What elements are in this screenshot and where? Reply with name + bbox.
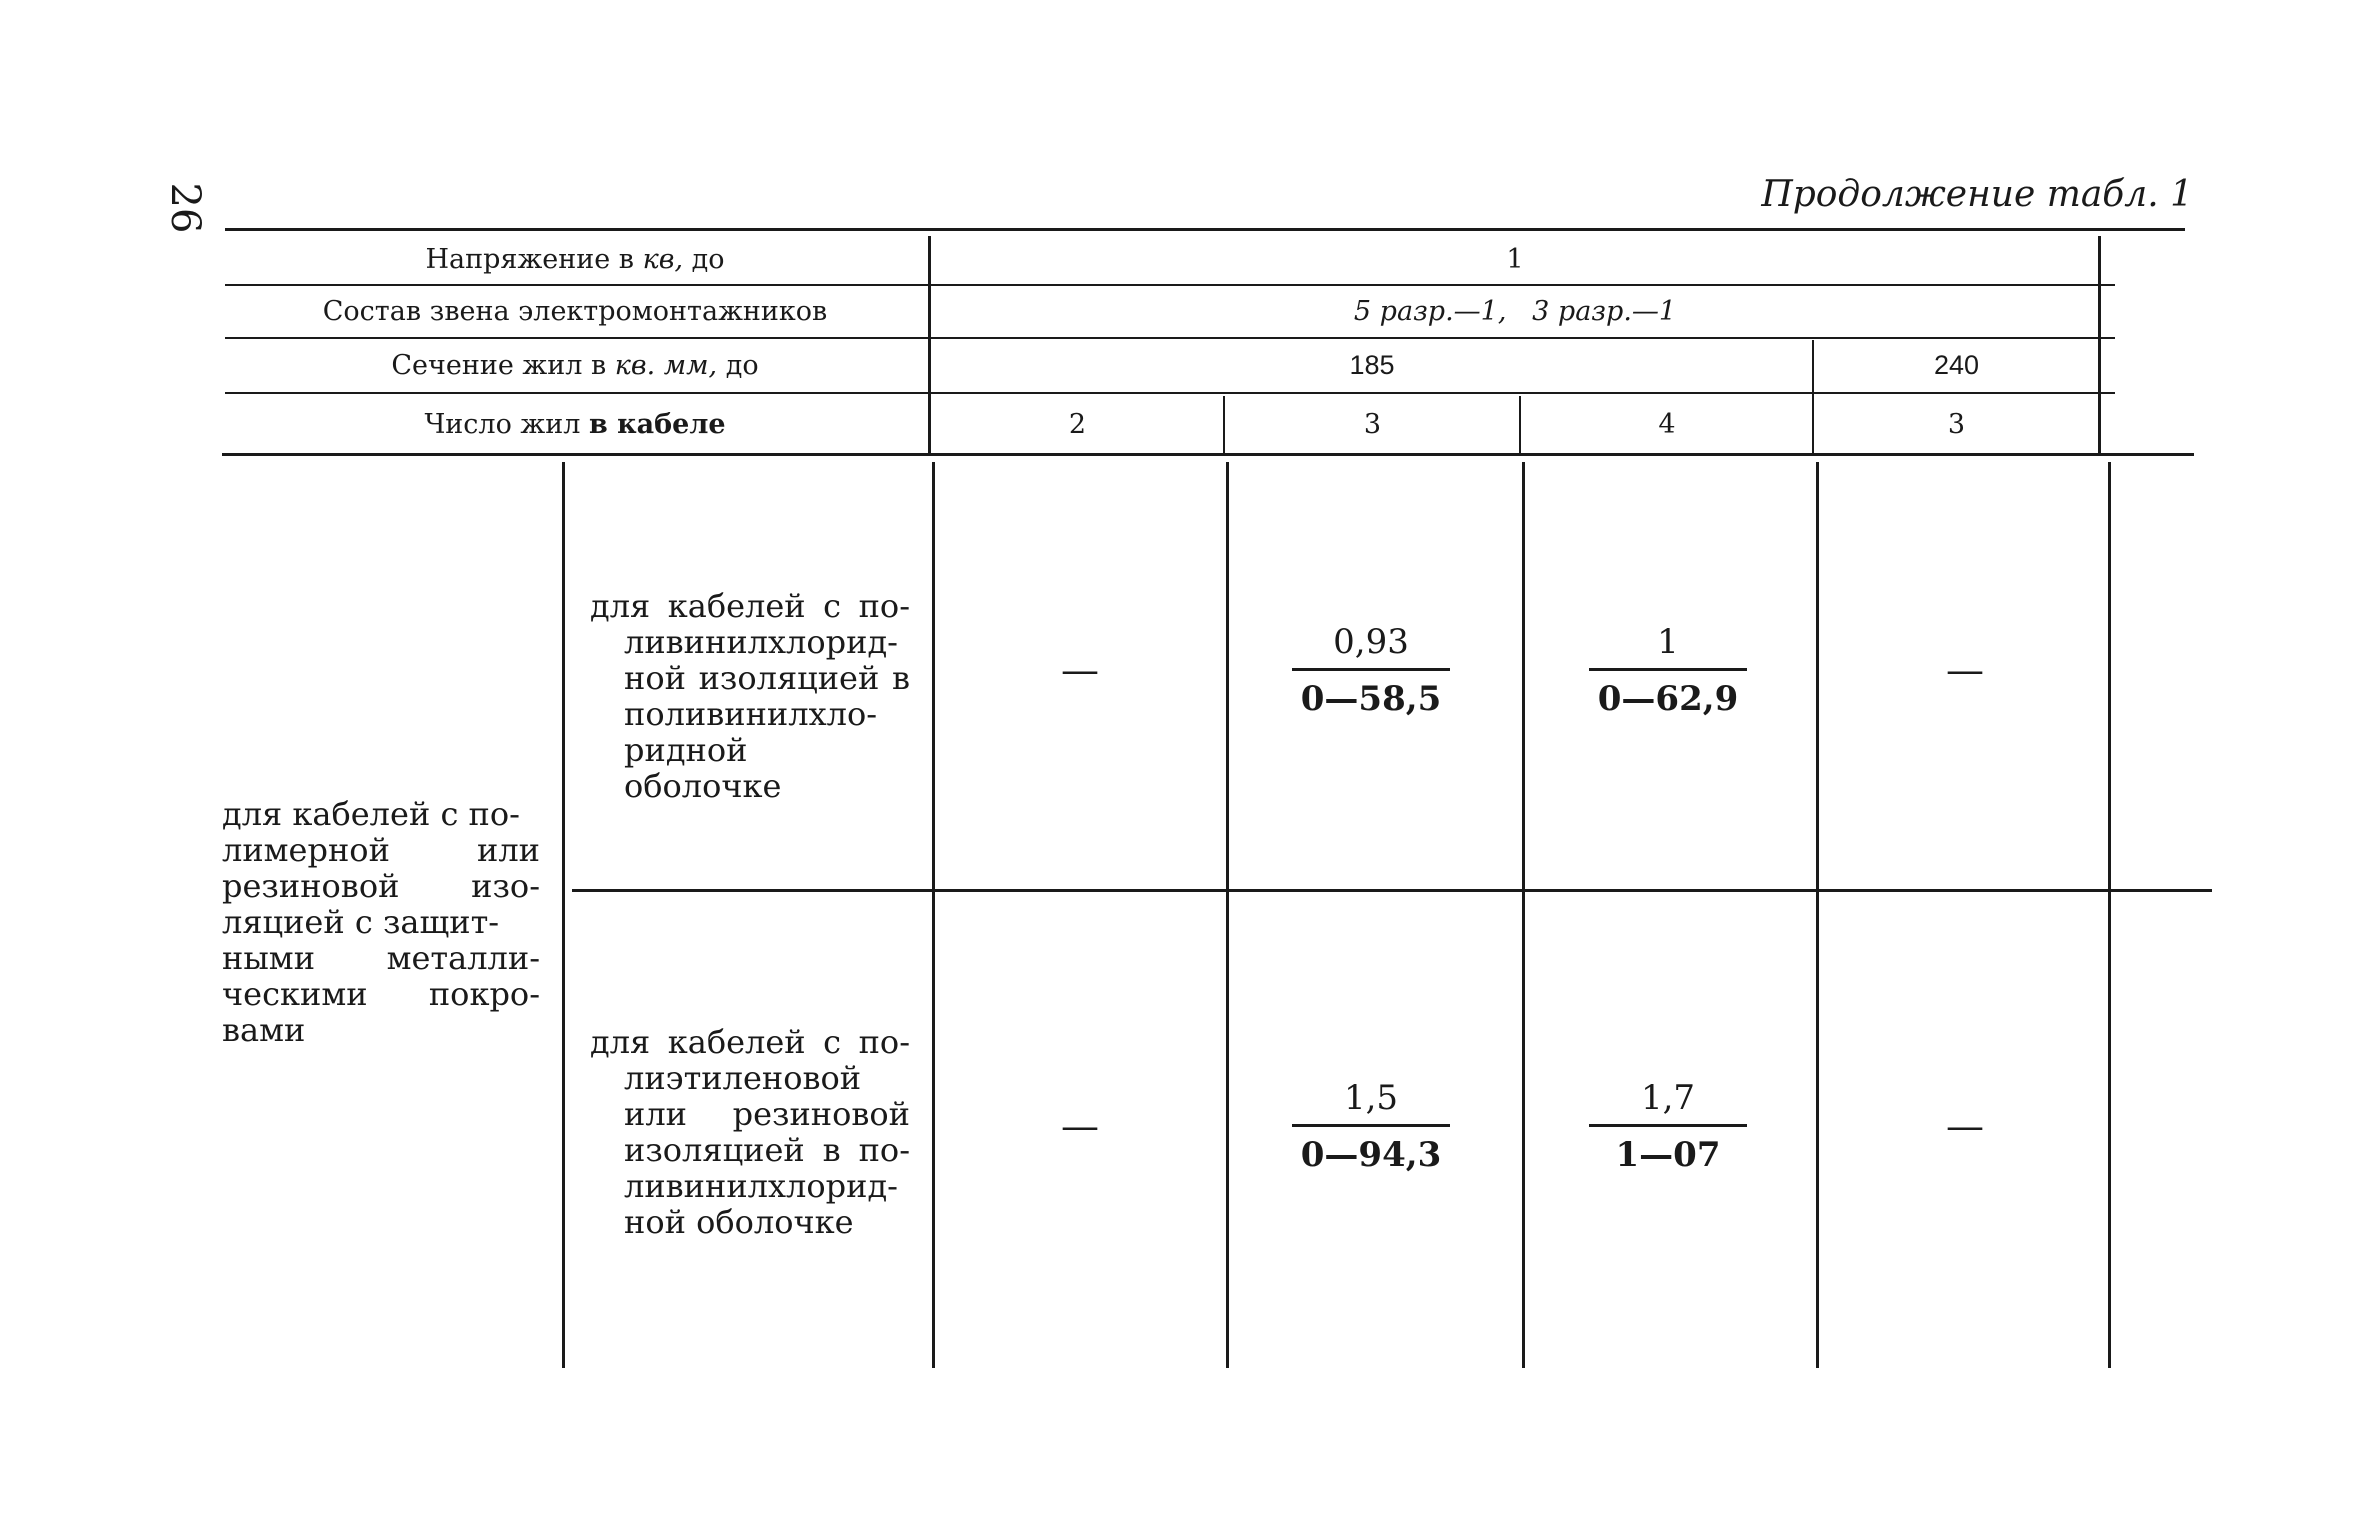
header-divider-cores-1	[1223, 396, 1225, 454]
row-2-cell-3	[1588, 1078, 1748, 1175]
cores-label: Число жил в кабеле	[424, 408, 726, 440]
body-divider-col-3	[1816, 462, 1819, 1368]
section-label: Сечение жил в кв. мм, до	[391, 349, 759, 381]
row-1-cell-2-numerator: 0,93	[1333, 622, 1409, 662]
cores-value-3: 4	[1658, 408, 1676, 440]
body-right-border	[2108, 462, 2111, 1368]
row-2-cell-2-denominator: 0—94,3	[1300, 1135, 1442, 1175]
page-number: 26	[162, 182, 208, 234]
body-divider-group	[562, 462, 565, 1368]
row-1-cell-2	[1291, 622, 1451, 719]
table-top-rule	[225, 228, 2185, 231]
header-rule-3	[225, 392, 2115, 394]
section-value-240: 240	[1933, 349, 1980, 380]
header-bottom-rule	[222, 453, 2194, 456]
row-1-cell-3-numerator: 1	[1657, 622, 1679, 662]
header-rule-2	[225, 337, 2115, 339]
row-1-cell-2-denominator: 0—58,5	[1300, 679, 1442, 719]
header-right-border	[2098, 236, 2101, 454]
row-1-cell-4: —	[1946, 648, 1984, 692]
crew-label: Состав звена электромонтажников	[322, 295, 828, 327]
section-value-185: 185	[1349, 349, 1395, 380]
row-2-cell-4: —	[1946, 1104, 1984, 1148]
voltage-label: Напряжение в кв, до	[425, 243, 725, 275]
header-divider-240	[1812, 340, 1814, 454]
header-rule-1	[225, 284, 2115, 286]
crew-value: 5 разр.—1, 3 разр.—1	[1353, 295, 1677, 327]
row-2-cell-1: —	[1061, 1104, 1099, 1148]
row-1-cell-3-denominator: 0—62,9	[1597, 679, 1739, 719]
row-2-cell-2	[1291, 1078, 1451, 1175]
body-divider-label	[932, 462, 935, 1368]
body-divider-col-1	[1226, 462, 1229, 1368]
row-2-cell-3-denominator: 1—07	[1615, 1135, 1721, 1175]
group-label: для кабелей с по- лимерной или резиновой изо- ляцией с защит- ными металли- ческими покро- вами	[222, 795, 540, 1049]
cores-value-2: 3	[1363, 408, 1382, 440]
cores-value-4: 3	[1947, 408, 1966, 440]
row-2-label: для кабелей с по- лиэтиленовой или резиновой изоляцией в по- ливинилхлорид- ной оболочке	[590, 1023, 910, 1241]
header-divider-label	[928, 236, 931, 454]
row-1-label: для кабелей с по- ливинилхлорид- ной изоляцией в поливинилхло- ридной оболочке	[590, 587, 910, 805]
body-divider-col-2	[1522, 462, 1525, 1368]
row-2-cell-3-numerator: 1,7	[1640, 1078, 1696, 1118]
row-1-cell-3	[1588, 622, 1748, 719]
header-divider-cores-2	[1519, 396, 1521, 454]
body-row-divider	[572, 889, 2212, 892]
row-2-cell-2-numerator: 1,5	[1343, 1078, 1399, 1118]
continuation-title: Продолжение табл. 1	[1761, 174, 2193, 215]
cores-value-1: 2	[1068, 408, 1087, 440]
row-1-cell-1: —	[1061, 648, 1099, 692]
voltage-value: 1	[1506, 243, 1524, 275]
